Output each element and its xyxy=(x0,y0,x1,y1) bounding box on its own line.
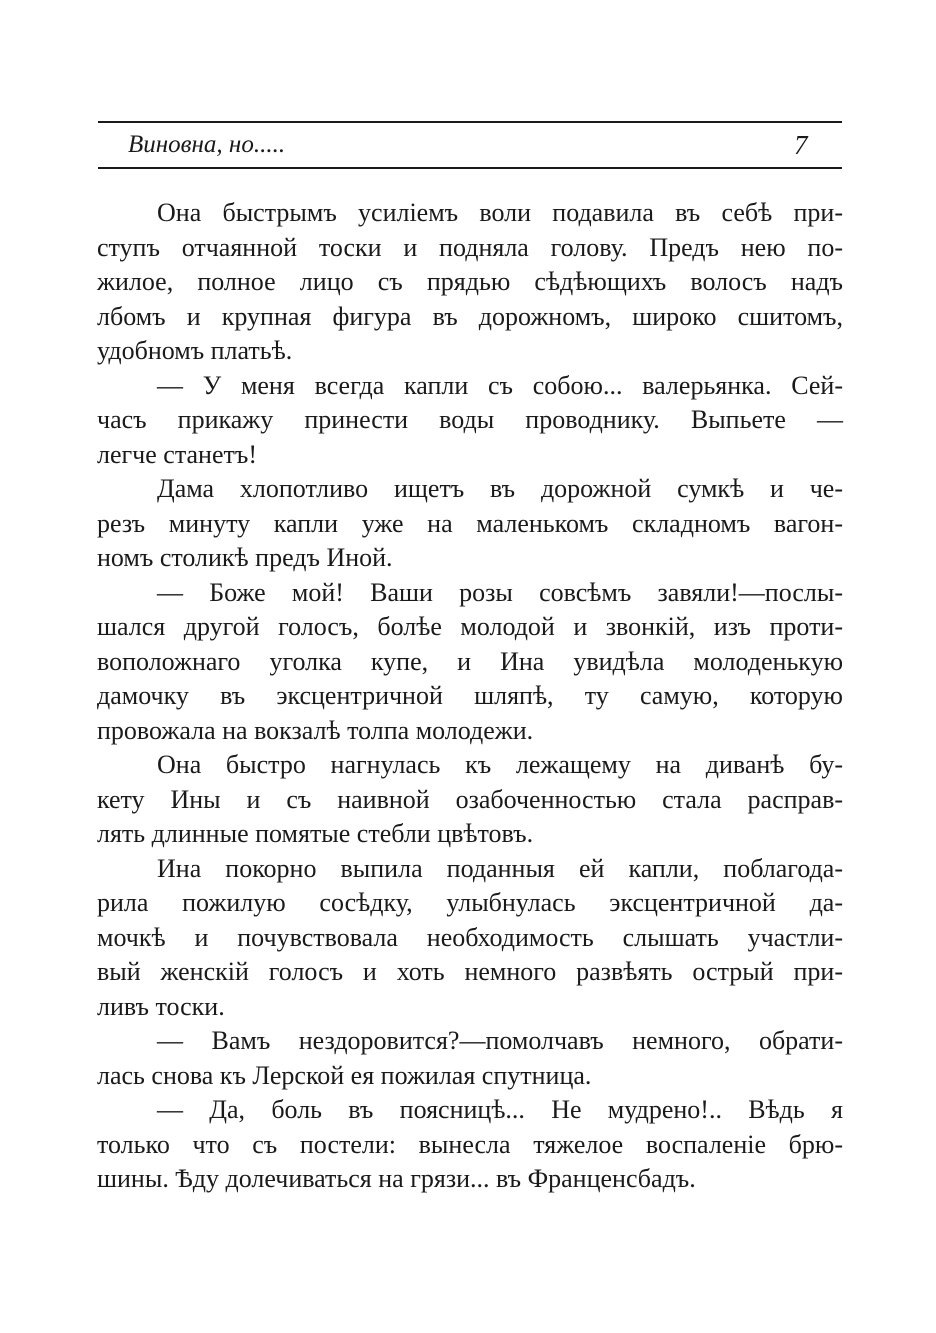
paragraph xyxy=(97,576,843,749)
text-line: провожала на вокзалѣ толпа молодежи. xyxy=(97,715,534,745)
text-line: шины. Ѣду долечиваться на грязи... въ Франценсбадъ. xyxy=(97,1164,696,1193)
text-line: — У меня всегда капли съ собою... валерьянка. Сей- xyxy=(157,370,843,400)
text-line: Ина покорно выпила поданныя ей капли, поблагода- xyxy=(157,853,843,883)
text-line: — Вамъ нездоровится?—помолчавъ немного, обрати- xyxy=(157,1026,843,1055)
text-line: лбомъ и крупная фигура въ дорожномъ, широко сшитомъ, xyxy=(97,301,843,331)
body-text xyxy=(97,196,843,1197)
text-line: только что съ постели: вынесла тяжелое воспаленіе брю- xyxy=(97,1129,843,1159)
text-line: лась снова къ Лерской ея пожилая спутница. xyxy=(97,1060,592,1090)
text-line: шался другой голосъ, болѣе молодой и звонкій, изъ проти- xyxy=(97,612,843,641)
text-line: Дама хлопотливо ищетъ въ дорожной сумкѣ и че- xyxy=(157,474,843,503)
paragraph xyxy=(97,472,843,576)
text-line: Она быстро нагнулась къ лежащему на диванѣ бу- xyxy=(157,750,843,779)
paragraph xyxy=(97,1024,843,1093)
text-line: мочкѣ и почувствовала необходимость слышать участли- xyxy=(97,922,843,952)
text-line: лять длинные помятые стебли цвѣтовъ. xyxy=(97,819,534,848)
paragraph xyxy=(97,1093,843,1197)
text-line: легче станетъ! xyxy=(97,439,257,469)
text-line: резъ минуту капли уже на маленькомъ складномъ вагон- xyxy=(97,508,843,538)
text-line: ступъ отчаянной тоски и подняла голову. Предъ нею по- xyxy=(97,232,843,262)
text-line: Она быстрымъ усиліемъ воли подавила въ себѣ при- xyxy=(157,198,843,227)
text-line: кету Ины и съ наивной озабоченностью стала расправ- xyxy=(97,784,843,814)
text-line: дамочку въ эксцентричной шляпѣ, ту самую, которую xyxy=(97,681,843,710)
paragraph xyxy=(97,196,843,369)
paragraph xyxy=(97,369,843,473)
header-rule-top xyxy=(98,121,842,123)
paragraph xyxy=(97,748,843,852)
text-line: удобномъ платьѣ. xyxy=(97,336,293,365)
paragraph xyxy=(97,852,843,1025)
text-line: — Боже мой! Ваши розы совсѣмъ завяли!—послы- xyxy=(157,577,843,607)
text-line: — Да, боль въ поясницѣ... Не мудрено!.. Вѣдь я xyxy=(157,1095,843,1124)
header-rule-bottom xyxy=(98,167,842,169)
text-line: ливъ тоски. xyxy=(97,991,225,1021)
text-line: часъ прикажу принести воды проводнику. Выпьете — xyxy=(97,405,843,434)
page-number: 7 xyxy=(794,130,808,160)
text-line: рила пожилую сосѣдку, улыбнулась эксцентричной да- xyxy=(97,888,843,917)
running-title: Виновна, но..... xyxy=(128,131,286,158)
text-line: воположнаго уголка купе, и Ина увидѣла молоденькую xyxy=(97,646,843,676)
text-line: жилое, полное лицо съ прядью сѣдѣющихъ волосъ надъ xyxy=(97,267,843,296)
text-line: вый женскій голосъ и хоть немного развѣять острый при- xyxy=(97,957,843,986)
text-line: номъ столикѣ предъ Иной. xyxy=(97,543,393,572)
